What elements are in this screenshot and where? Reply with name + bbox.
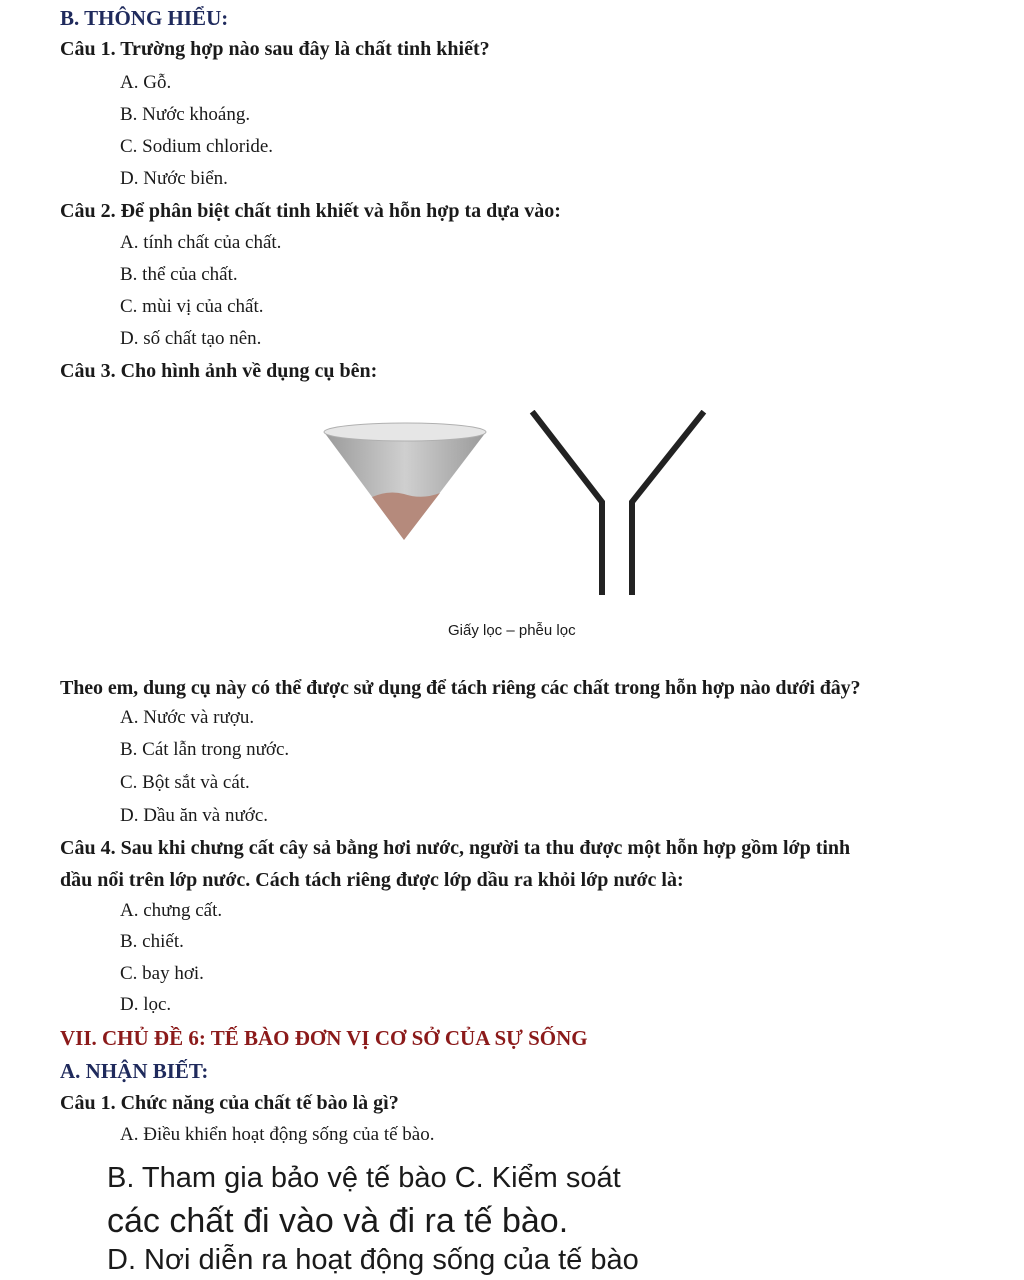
q3-question: Câu 3. Cho hình ảnh về dụng cụ bên: (60, 360, 378, 382)
filter-paper-cone-illustration (318, 420, 493, 545)
q3-option-a: A. Nước và rượu. (120, 707, 255, 728)
q4-option-c: C. bay hơi. (120, 963, 204, 984)
q4-option-a: A. chưng cất. (120, 900, 223, 921)
q4-option-d: D. lọc. (120, 994, 172, 1015)
q5-answer-line2: các chất đi vào và đi ra tế bào. (107, 1202, 569, 1240)
q3-followup: Theo em, dung cụ này có thể được sử dụng để tách riêng các chất trong hỗn hợp nào dưới đây? (60, 677, 861, 699)
q3-option-c: C. Bột sắt và cát. (120, 772, 250, 793)
q4-question-line2: dầu nổi trên lớp nước. Cách tách riêng được lớp dầu ra khỏi lớp nước là: (60, 869, 684, 891)
q5-question: Câu 1. Chức năng của chất tế bào là gì? (60, 1092, 399, 1114)
funnel-illustration (528, 410, 708, 595)
q1-option-c: C. Sodium chloride. (120, 136, 274, 157)
figure-caption: Giấy lọc – phễu lọc (448, 622, 576, 639)
q2-question: Câu 2. Để phân biệt chất tinh khiết và hỗn hợp ta dựa vào: (60, 200, 561, 222)
q4-option-b: B. chiết. (120, 931, 184, 952)
section-a-title: A. NHẬN BIẾT: (60, 1059, 209, 1083)
q5-answer-line3: D. Nơi diễn ra hoạt động sống của tế bào (107, 1244, 639, 1276)
q3-option-d: D. Dầu ăn và nước. (120, 805, 269, 826)
q2-option-d: D. số chất tạo nên. (120, 328, 262, 349)
q5-option-a: A. Điều khiển hoạt động sống của tế bào. (120, 1124, 435, 1145)
funnel-left-wall (534, 414, 602, 592)
q1-question: Câu 1. Trường hợp nào sau đây là chất tinh khiết? (60, 38, 490, 60)
section-vii-title: VII. CHỦ ĐỀ 6: TẾ BÀO ĐƠN VỊ CƠ SỞ CỦA SỰ SỐNG (60, 1026, 588, 1050)
q2-option-c: C. mùi vị của chất. (120, 296, 264, 317)
q2-option-b: B. thể của chất. (120, 264, 238, 285)
cone-sediment (372, 493, 440, 540)
q4-question-line1: Câu 4. Sau khi chưng cất cây sả bằng hơi nước, người ta thu được một hỗn hợp gồm lớp tinh (60, 837, 851, 859)
q1-option-b: B. Nước khoáng. (120, 104, 251, 125)
q5-answer-line1: B. Tham gia bảo vệ tế bào C. Kiểm soát (107, 1162, 621, 1194)
cone-rim (324, 423, 486, 441)
q1-option-a: A. Gỗ. (120, 72, 172, 93)
q1-option-d: D. Nước biển. (120, 168, 228, 189)
q2-option-a: A. tính chất của chất. (120, 232, 282, 253)
q3-option-b: B. Cát lẫn trong nước. (120, 739, 290, 760)
funnel-right-wall (632, 414, 702, 592)
section-b-title: B. THÔNG HIỂU: (60, 6, 229, 30)
